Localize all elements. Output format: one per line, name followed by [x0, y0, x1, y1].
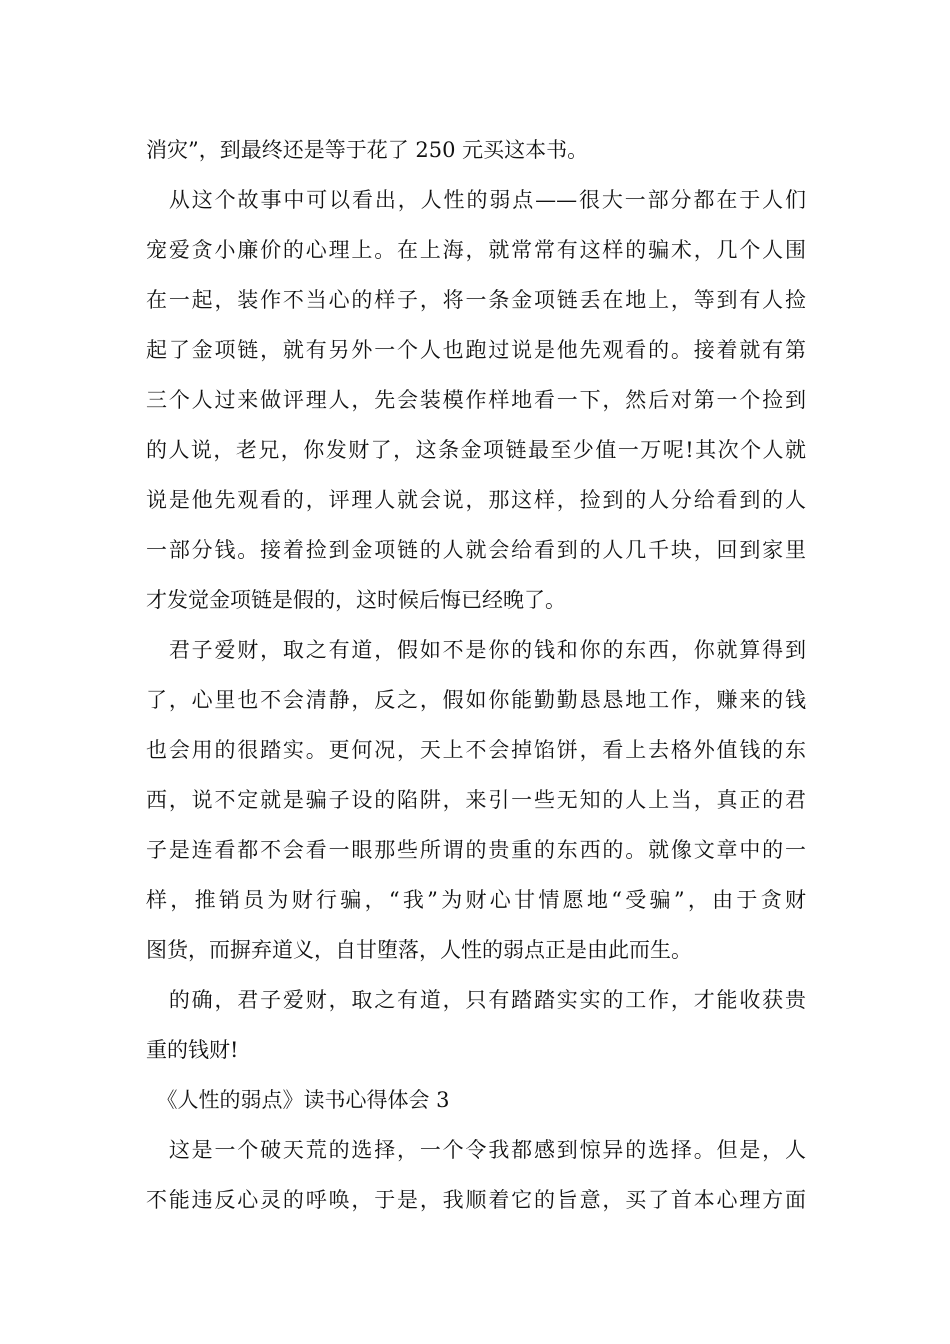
text-line-5: 起了金项链，就有另外一个人也跑过说是他先观看的。接着就有第 — [146, 338, 806, 362]
text-line-22: 不能违反心灵的呼唤，于是，我顺着它的旨意，买了首本心理方面 — [146, 1188, 806, 1212]
text-line-13: 也会用的很踏实。更何况，天上不会掉馅饼，看上去格外值钱的东 — [146, 738, 806, 762]
text-line-19: 重的钱财! — [146, 1038, 239, 1062]
text-line-8: 说是他先观看的，评理人就会说，那这样，捡到的人分给看到的人 — [146, 488, 806, 512]
text-line-21: 这是一个破天荒的选择，一个令我都感到惊异的选择。但是，人 — [146, 1138, 806, 1162]
text-line-1: 消灾”，到最终还是等于花了 250 元买这本书。 — [146, 138, 589, 162]
text-line-6: 三个人过来做评理人，先会装模作样地看一下，然后对第一个捡到 — [146, 388, 806, 412]
text-line-3: 宠爱贪小廉价的心理上。在上海，就常常有这样的骗术，几个人围 — [146, 238, 806, 262]
text-line-7: 的人说，老兄，你发财了，这条金项链最至少值一万呢!其次个人就 — [146, 438, 806, 462]
text-line-12: 了，心里也不会清静，反之，假如你能勤勤恳恳地工作，赚来的钱 — [146, 688, 806, 712]
text-line-2: 从这个故事中可以看出，人性的弱点——很大一部分都在于人们 — [146, 188, 806, 212]
text-line-15: 子是连看都不会看一眼那些所谓的贵重的东西的。就像文章中的一 — [146, 838, 806, 862]
section-heading: 《人性的弱点》读书心得体会 3 — [146, 1088, 450, 1112]
text-line-4: 在一起，装作不当心的样子，将一条金项链丢在地上，等到有人捡 — [146, 288, 806, 312]
text-line-14: 西，说不定就是骗子设的陷阱，来引一些无知的人上当，真正的君 — [146, 788, 806, 812]
text-line-11: 君子爱财，取之有道，假如不是你的钱和你的东西，你就算得到 — [146, 638, 806, 662]
text-line-16: 样，推销员为财行骗，“我”为财心甘情愿地“受骗”，由于贪财 — [146, 888, 806, 912]
text-line-10: 才发觉金项链是假的，这时候后悔已经晚了。 — [146, 588, 566, 612]
text-line-18: 的确，君子爱财，取之有道，只有踏踏实实的工作，才能收获贵 — [146, 988, 806, 1012]
text-line-17: 图货，而摒弃道义，自甘堕落，人性的弱点正是由此而生。 — [146, 938, 692, 962]
text-line-9: 一部分钱。接着捡到金项链的人就会给看到的人几千块，回到家里 — [146, 538, 806, 562]
